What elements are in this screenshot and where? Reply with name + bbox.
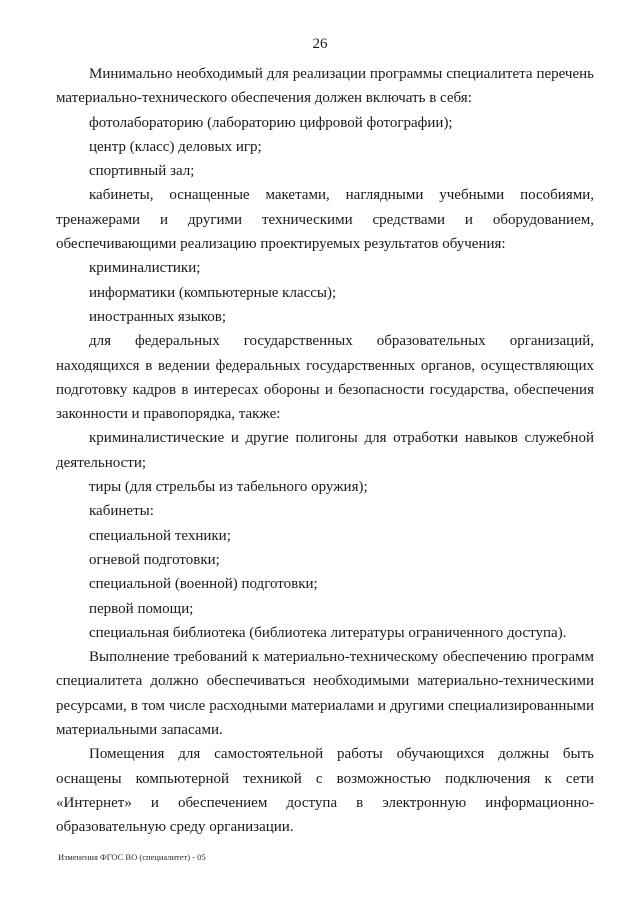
paragraph-cabinets: кабинеты, оснащенные макетами, наглядными учебными пособиями, тренажерами и другими техническими средствами и оборудованием, обеспечивающими реализацию проектируемых результатов обучения: xyxy=(56,187,594,253)
paragraph-requirements: Выполнение требований к материально-техническому обеспечению программ специалитета должно обеспечиваться необходимыми материально-техническими ресурсами, в том числе расходными материалами и другими специализированными материальными запасами. xyxy=(56,649,594,739)
list-item-informatics: информатики (компьютерные классы); xyxy=(89,284,337,301)
list-item-languages: иностранных языков; xyxy=(89,308,227,325)
paragraph-intro: Минимально необходимый для реализации программы специалитета перечень материально-технического обеспечения должен включать в себя: xyxy=(56,66,594,107)
page-number: 26 xyxy=(312,36,328,52)
list-item-polygons: криминалистические и другие полигоны для отработки навыков служебной деятельности; xyxy=(56,430,594,471)
list-item-military-training: специальной (военной) подготовки; xyxy=(89,576,318,593)
list-item-gym: спортивный зал; xyxy=(89,163,195,180)
list-item-special-library: специальная библиотека (библиотека литературы ограниченного доступа). xyxy=(89,624,567,641)
paragraph-federal-orgs: для федеральных государственных образовательных организаций, находящихся в ведении федеральных государственных органов, осуществляющих подготовку кадров в интересах обороны и безопасности государства, обеспечения законности и правопорядка, также: xyxy=(56,333,594,423)
paragraph-self-study-rooms: Помещения для самостоятельной работы обучающихся должны быть оснащены компьютерной техникой с возможностью подключения к сети «Интернет» и обеспечением доступа в электронную информационно-образовательную среду организации. xyxy=(56,746,594,836)
document-body xyxy=(56,62,594,840)
list-item-shooting-ranges: тиры (для стрельбы из табельного оружия); xyxy=(89,479,368,496)
list-item-first-aid: первой помощи; xyxy=(89,600,194,617)
list-item-criminalistics: криминалистики; xyxy=(89,260,201,277)
list-item-fire-training: огневой подготовки; xyxy=(89,551,220,568)
list-item-cabinets-heading: кабинеты: xyxy=(89,503,154,520)
list-item-special-equipment: специальной техники; xyxy=(89,527,231,544)
list-item-business-games: центр (класс) деловых игр; xyxy=(89,138,262,155)
document-footer: Изменения ФГОС ВО (специалитет) - 05 xyxy=(58,852,206,862)
list-item-photolab: фотолабораторию (лабораторию цифровой фотографии); xyxy=(89,114,453,131)
